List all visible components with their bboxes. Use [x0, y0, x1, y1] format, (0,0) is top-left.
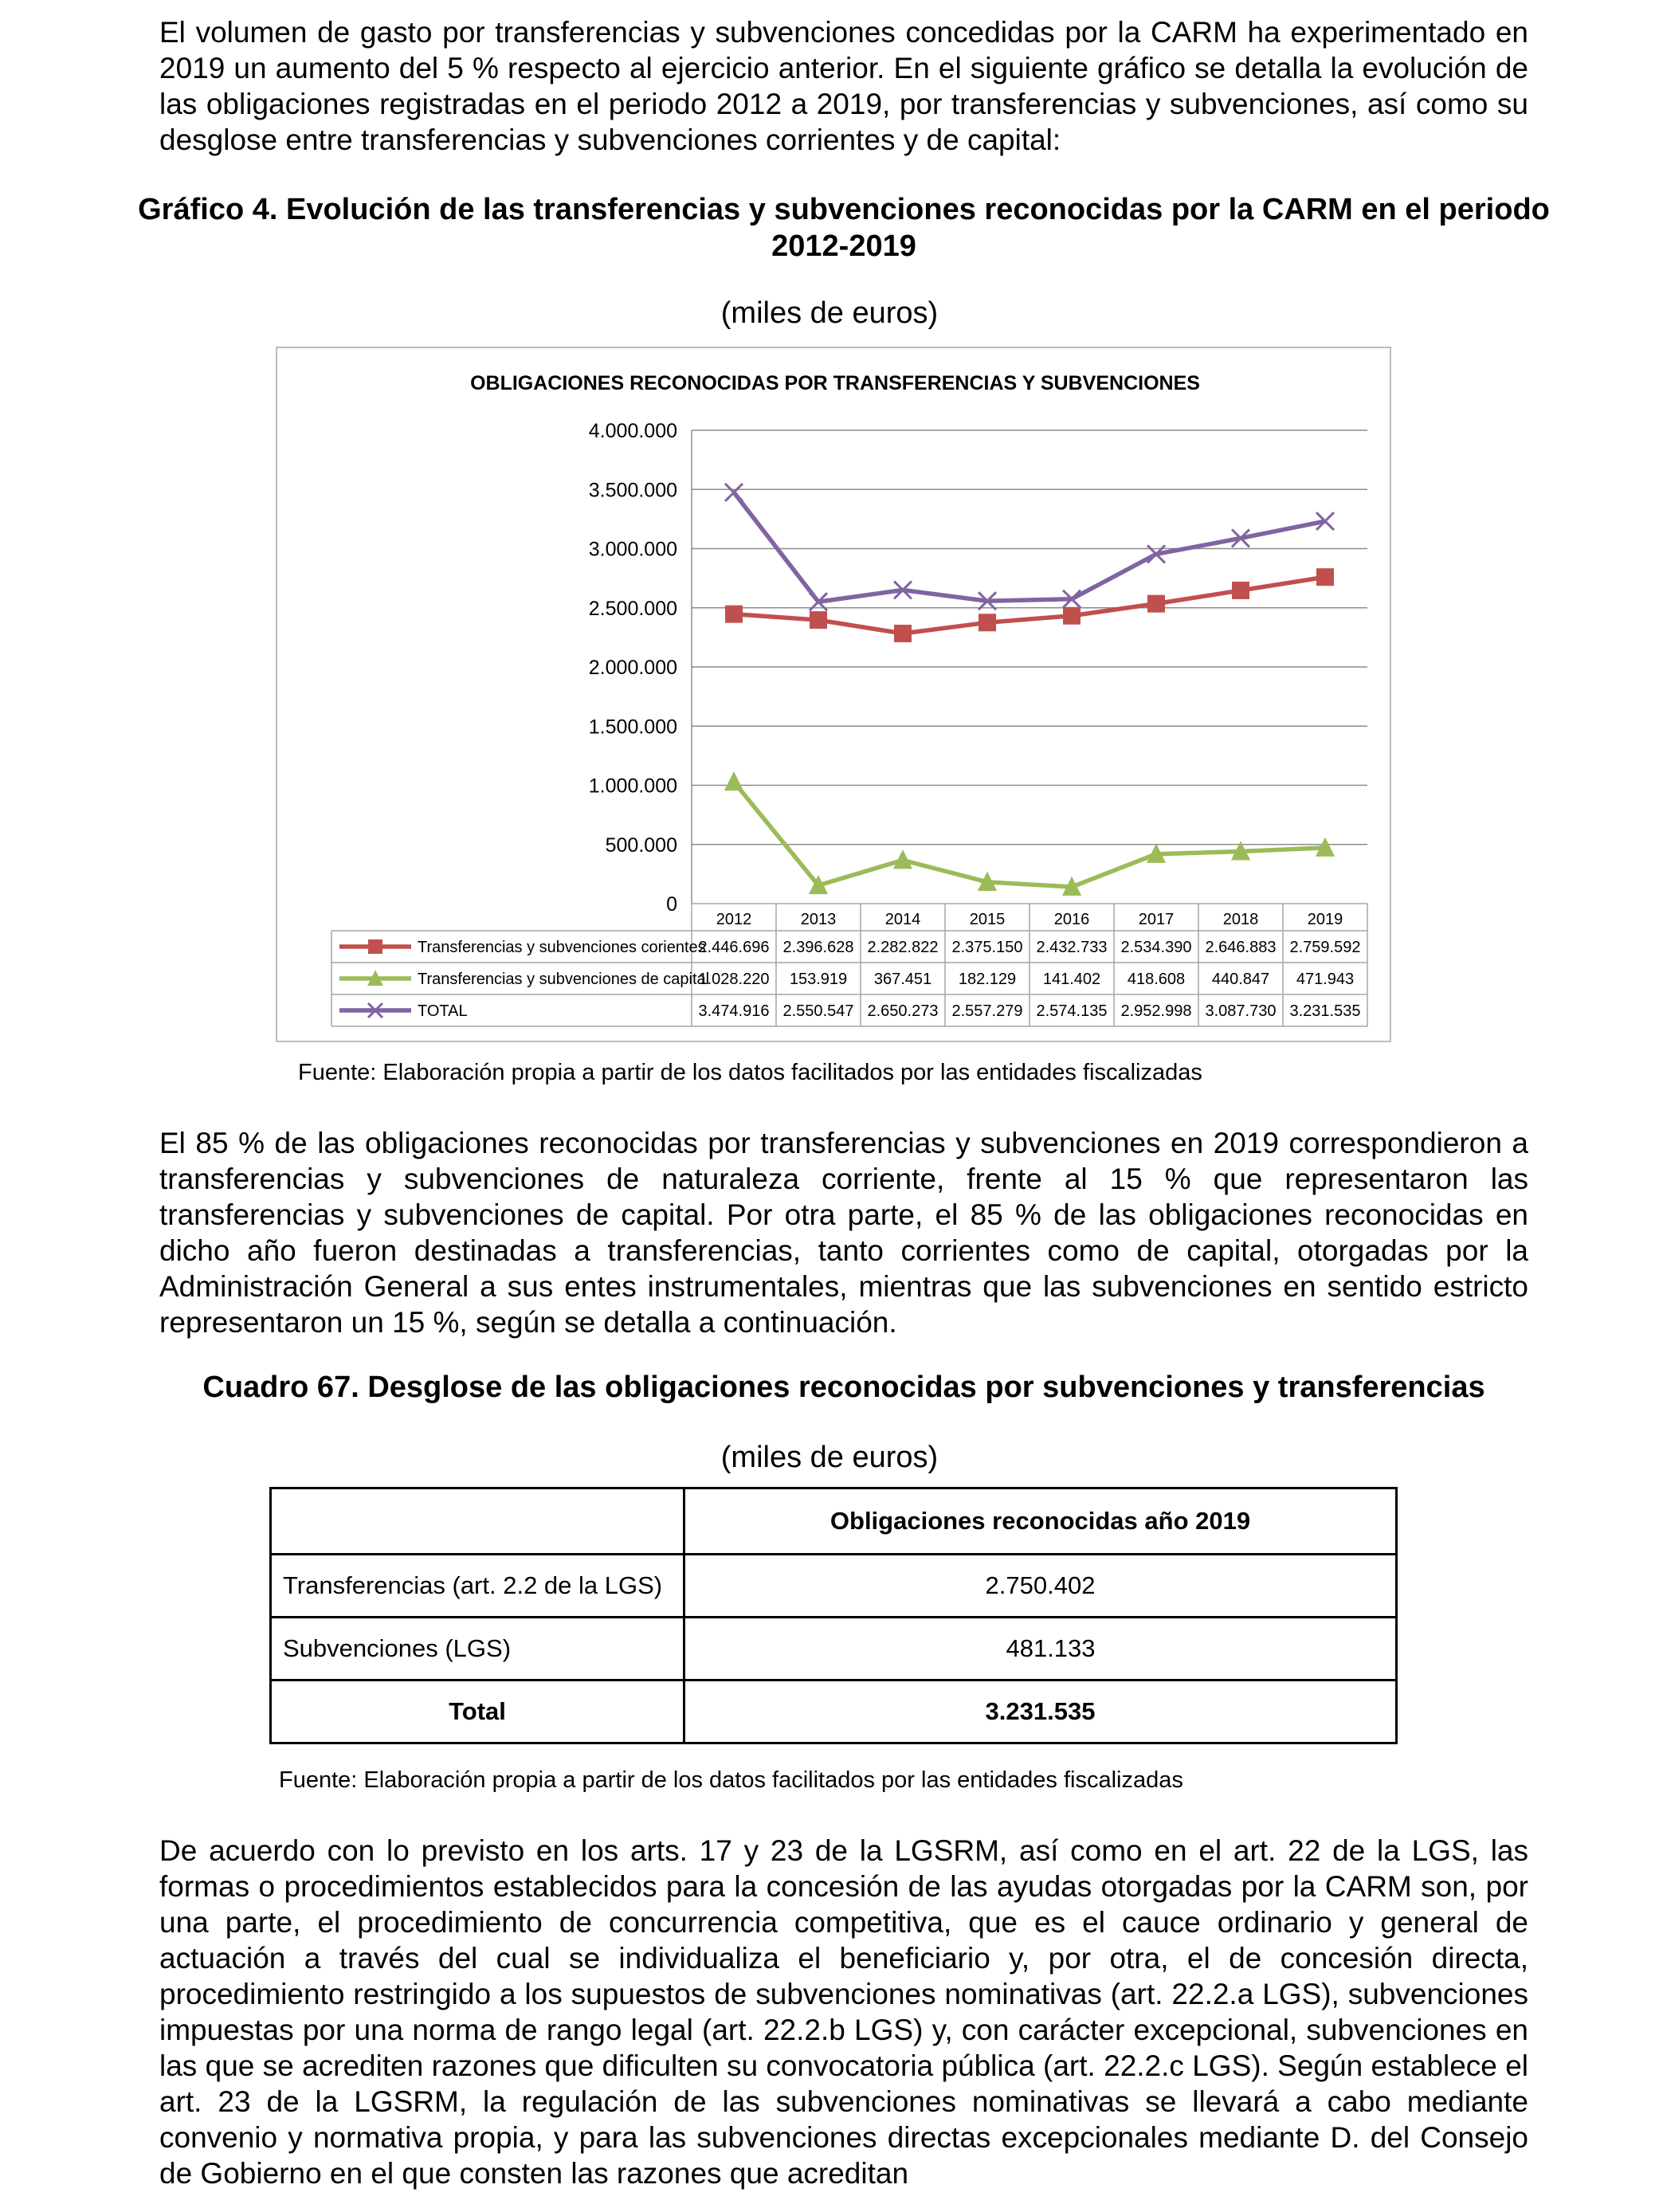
figure-heading: Gráfico 4. Evolución de las transferencias y subvenciones reconocidas por la CARM en el periodo 2012-2019: [138, 193, 1550, 263]
data-label: 2.952.998: [1120, 1002, 1192, 1020]
figure-source: Fuente: Elaboración propia a partir de los datos facilitados por las entidades fiscalizadas: [298, 1060, 1202, 1085]
x-tick-label: 2014: [884, 911, 921, 928]
obligations-table: [269, 1487, 1398, 1744]
y-tick-label: 1.500.000: [588, 716, 677, 739]
data-label: 2.550.547: [782, 1002, 854, 1020]
data-label: 2.650.273: [867, 1002, 939, 1020]
x-tick-label: 2016: [1053, 911, 1090, 928]
data-label: 2.396.628: [782, 939, 854, 956]
table-total-value: 3.231.535: [684, 1681, 1397, 1743]
table-row: [271, 1555, 1397, 1618]
data-point: [1316, 568, 1334, 586]
table-corner-cell: [271, 1488, 684, 1555]
x-tick-label: 2013: [800, 911, 837, 928]
table-header-row: [271, 1488, 1397, 1555]
data-point: [893, 849, 912, 869]
x-tick-label: 2018: [1222, 911, 1259, 928]
data-label: 471.943: [1296, 971, 1355, 988]
y-tick-label: 3.500.000: [588, 479, 677, 502]
data-point: [368, 939, 382, 954]
y-tick-label: 500.000: [605, 833, 677, 857]
legend-label: TOTAL: [418, 1002, 468, 1020]
table-row: [271, 1618, 1397, 1681]
data-label: 2.574.135: [1036, 1002, 1108, 1020]
legend-label: Transferencias y subvenciones corientes: [418, 939, 706, 956]
data-label: 440.847: [1211, 971, 1270, 988]
data-label: 3.231.535: [1289, 1002, 1361, 1020]
data-point: [725, 606, 743, 623]
chart-title: OBLIGACIONES RECONOCIDAS POR TRANSFERENCIAS Y SUBVENCIONES: [470, 372, 1200, 394]
x-tick-label: 2015: [969, 911, 1006, 928]
line-chart: [277, 348, 1393, 1044]
y-tick-label: 4.000.000: [588, 420, 677, 442]
data-point: [810, 611, 827, 629]
data-point: [1147, 595, 1165, 613]
data-point: [724, 771, 743, 790]
data-label: 367.451: [873, 971, 932, 988]
x-tick-label: 2012: [716, 911, 752, 928]
procedures-paragraph: De acuerdo con lo previsto en los arts. 17 y 23 de la LGSRM, así como en el art. 22 de la LGS, las formas o procedimientos establecidos para la concesión de las ayudas otorgadas por la CARM son, por una parte, el procedimiento de concurrencia competitiva, que es el cauce ordinario y general de actuación a través del cual se individualiza el beneficiario y, por otra, el de concesión directa, procedimiento restringido a los supuestos de subvenciones nominativas (art. 22.2.a LGS), subvenciones impuestas por una norma de rango legal (art. 22.2.b LGS) y, con carácter excepcional, subvenciones en las que se acrediten razones que dificulten su convocatoria pública (art. 22.2.c LGS). Según establece el art. 23 de la LGSRM, la regulación de las subvenciones nominativas se llevará a cabo mediante convenio y normativa propia, y para las subvenciones directas excepcionales mediante D. del Consejo de Gobierno en el que consten las razones que acreditan: [159, 1834, 1528, 2190]
data-label: 3.087.730: [1205, 1002, 1277, 1020]
series-line: [734, 782, 1325, 887]
data-label: 2.282.822: [867, 939, 939, 956]
data-label: 153.919: [789, 971, 848, 988]
x-tick-label: 2019: [1307, 911, 1343, 928]
data-label: 1.028.220: [698, 971, 770, 988]
data-label: 2.759.592: [1289, 939, 1361, 956]
y-tick-label: 3.000.000: [588, 538, 677, 561]
data-label: 2.446.696: [698, 939, 770, 956]
data-label: 418.608: [1127, 971, 1186, 988]
table-total-label: Total: [271, 1681, 684, 1743]
data-point: [894, 625, 912, 642]
table-column-header: Obligaciones reconocidas año 2019: [684, 1488, 1397, 1555]
figure-units: (miles de euros): [720, 296, 939, 330]
data-label: 182.129: [958, 971, 1017, 988]
table-row-value: 481.133: [684, 1618, 1397, 1681]
data-label: 2.432.733: [1036, 939, 1108, 956]
legend-label: Transferencias y subvenciones de capital: [418, 971, 710, 988]
y-tick-label: 2.000.000: [588, 657, 677, 679]
data-label: 141.402: [1042, 971, 1101, 988]
data-label: 2.646.883: [1205, 939, 1277, 956]
y-tick-label: 0: [666, 893, 677, 916]
y-tick-label: 1.000.000: [588, 775, 677, 798]
table-row-label: Subvenciones (LGS): [271, 1618, 684, 1681]
data-label: 2.534.390: [1120, 939, 1192, 956]
table-total-row: [271, 1681, 1397, 1743]
table-units: (miles de euros): [720, 1441, 939, 1474]
x-tick-label: 2017: [1138, 911, 1175, 928]
chart-frame: [276, 347, 1391, 1042]
table-row-label: Transferencias (art. 2.2 de la LGS): [271, 1555, 684, 1618]
table-row-value: 2.750.402: [684, 1555, 1397, 1618]
data-label: 2.557.279: [951, 1002, 1023, 1020]
data-point: [725, 484, 743, 501]
analysis-paragraph: El 85 % de las obligaciones reconocidas por transferencias y subvenciones en 2019 correspondieron a transferencias y subvenciones de naturaleza corriente, frente al 15 % que representaron las transferencias y subvenciones de capital. Por otra parte, el 85 % de las obligaciones reconocidas en dicho año fueron destinadas a transferencias, tanto corrientes como de capital, otorgadas por la Administración General a sus entes instrumentales, mientras que las subvenciones en sentido estricto representaron un 15 %, según se detalla a continuación.: [159, 1127, 1528, 1339]
intro-paragraph: El volumen de gasto por transferencias y subvenciones concedidas por la CARM ha experimentado en 2019 un aumento del 5 % respecto al ejercicio anterior. En el siguiente gráfico se detalla la evolución de las obligaciones registradas en el periodo 2012 a 2019, por transferencias y subvenciones, así como su desglose entre transferencias y subvenciones corrientes y de capital:: [159, 16, 1528, 156]
y-tick-label: 2.500.000: [588, 597, 677, 620]
data-point: [1063, 607, 1081, 625]
table-heading: Cuadro 67. Desglose de las obligaciones reconocidas por subvenciones y transferencias: [202, 1371, 1485, 1404]
table-source: Fuente: Elaboración propia a partir de los datos facilitados por las entidades fiscalizadas: [279, 1767, 1183, 1793]
data-label: 3.474.916: [698, 1002, 770, 1020]
data-point: [1232, 582, 1249, 599]
data-point: [979, 614, 996, 631]
data-label: 2.375.150: [951, 939, 1023, 956]
